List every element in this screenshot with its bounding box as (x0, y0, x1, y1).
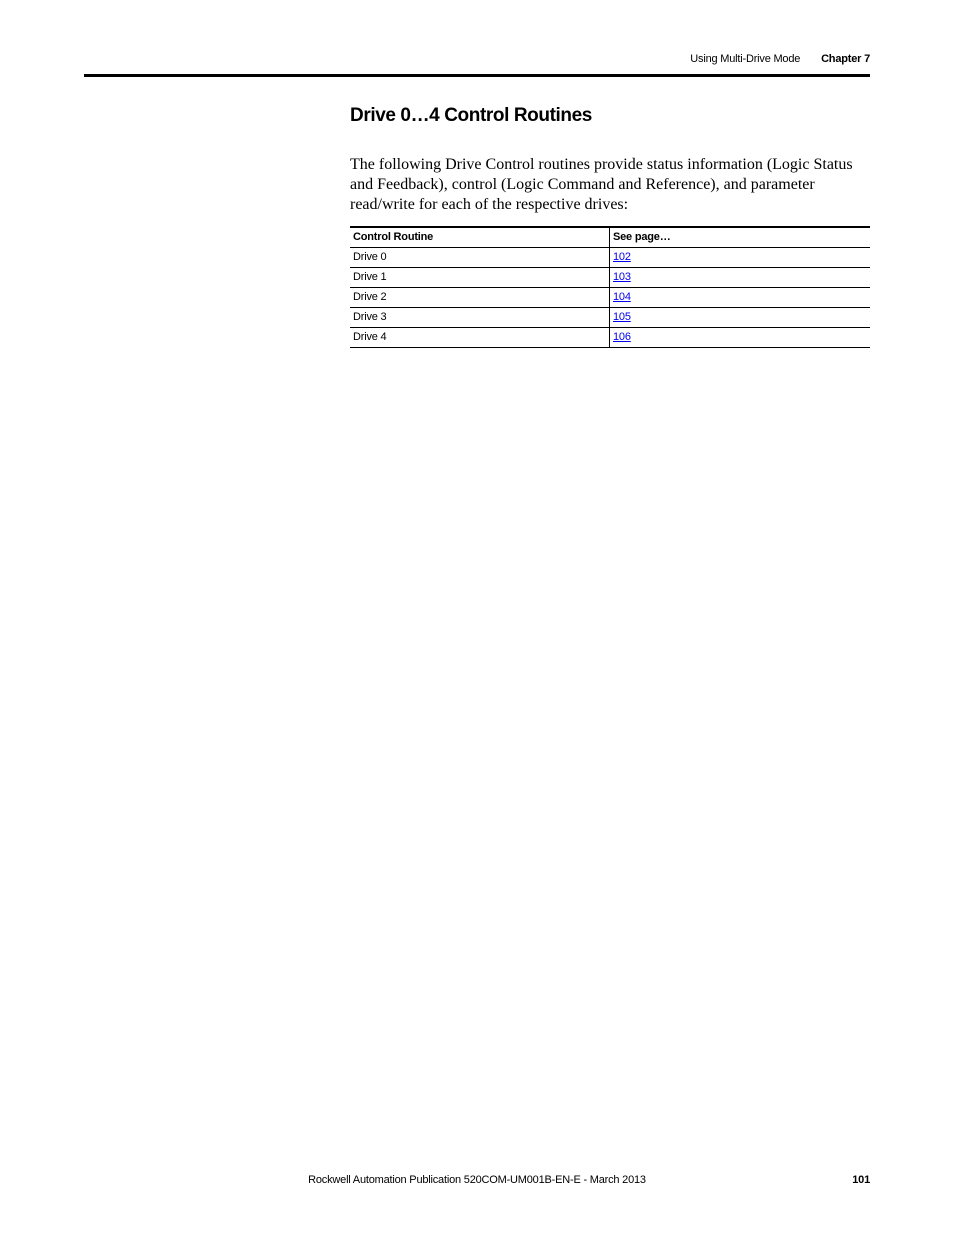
header-chapter: Chapter 7 (821, 53, 870, 65)
table-header-row (350, 227, 870, 248)
column-header-control-routine: Control Routine (350, 227, 610, 248)
page-cell (610, 248, 871, 268)
page-link[interactable]: 103 (613, 271, 631, 283)
page-number: 101 (852, 1174, 870, 1186)
page-cell (610, 288, 871, 308)
table-row (350, 308, 870, 328)
page-link[interactable]: 104 (613, 291, 631, 303)
running-header (690, 53, 870, 65)
routine-cell: Drive 3 (350, 308, 610, 328)
page-link[interactable]: 106 (613, 331, 631, 343)
publication-info: Rockwell Automation Publication 520COM-UM001B-EN-E - March 2013 (308, 1174, 646, 1186)
column-header-see-page: See page… (610, 227, 871, 248)
table-row (350, 328, 870, 348)
header-rule (84, 74, 870, 77)
page-cell (610, 268, 871, 288)
page-link[interactable]: 102 (613, 251, 631, 263)
routine-cell: Drive 4 (350, 328, 610, 348)
intro-paragraph: The following Drive Control routines provide status information (Logic Status and Feedback), control (Logic Command and Reference), and parameter read/write for each of the respective drives: (350, 156, 853, 213)
table-row (350, 248, 870, 268)
control-routine-table (350, 226, 870, 348)
table-row (350, 288, 870, 308)
header-section-title: Using Multi-Drive Mode (690, 53, 801, 65)
routine-cell: Drive 2 (350, 288, 610, 308)
table-row (350, 268, 870, 288)
page-cell (610, 328, 871, 348)
routine-cell: Drive 1 (350, 268, 610, 288)
page-link[interactable]: 105 (613, 311, 631, 323)
routine-cell: Drive 0 (350, 248, 610, 268)
section-heading: Drive 0…4 Control Routines (350, 105, 592, 126)
page-cell (610, 308, 871, 328)
